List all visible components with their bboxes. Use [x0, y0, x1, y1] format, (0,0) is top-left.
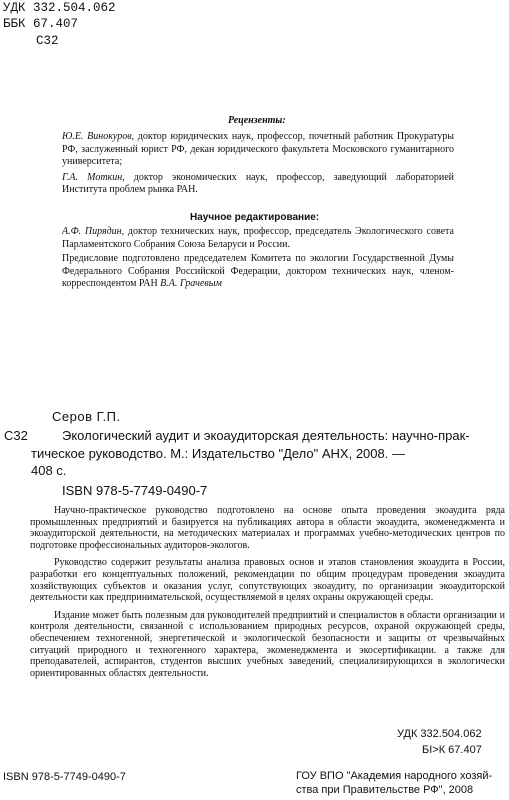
publisher-line1: ГОУ ВПО "Академия народного хозяй- [296, 770, 493, 782]
publisher-line2: ства при Правительстве РФ", 2008 [296, 784, 474, 796]
reviewer-1 [62, 131, 454, 169]
catalog-author: Серов Г.П. [52, 409, 121, 424]
reviewer-1-text: доктор юридических наук, профессор, почетный работник Прокуратуры РФ, заслуженный юрист РФ, декан юридического факультета Московского гуманитарного университета; [62, 131, 454, 167]
reviewers-block [62, 131, 454, 197]
annotation [30, 505, 505, 685]
reviewers-title: Рецензенты: [228, 115, 286, 126]
catalog-title-line1: Экологический аудит и экоаудиторская деятельность: научно-прак- [62, 428, 470, 443]
editor-1-text: доктор технических наук, профессор, председатель Экологического совета Парламентского Собрания Союза Беларуси и России. [62, 226, 454, 250]
editing-block [62, 226, 454, 291]
reviewer-1-name: Ю.Е. Винокуров, [62, 131, 135, 142]
author-code-top: С32 [36, 34, 59, 48]
preface-note [62, 253, 454, 291]
catalog-code: С32 [4, 428, 28, 443]
catalog-title-line2: тическое руководство. М.: Издательство "Дело" АНХ, 2008. — [31, 446, 405, 461]
catalog-title-line3: 408 с. [31, 463, 67, 478]
editing-title: Научное редактирование: [190, 212, 320, 223]
preface-name: В.А. Грачевым [160, 278, 222, 289]
reviewer-2 [62, 172, 454, 197]
bbk-bottom: БI>К 67.407 [422, 744, 482, 756]
editor-1 [62, 226, 454, 251]
bbk-top: ББК 67.407 [3, 17, 79, 31]
annotation-paragraph-1: Научно-практическое руководство подготовлено на основе опыта проведения экоаудита ряда промышленных предприятий и базируется на публикациях автора в области экоаудита, экоменеджмента и экоаудиторской деятельности, на методических материалах и программах учебно-методических центров по подготовке профессиональных аудиторов-экологов. [30, 505, 505, 551]
annotation-paragraph-2: Руководство содержит результаты анализа правовых основ и этапов становления экоаудита в России, разработки его концептуальных положений, рекомендации по общим процедурам проведения экоаудита хозяйствующих субъектов и оказания услуг, сопутствующих экоаудиту, по организации экоаудиторской деятельности как предпринимательской, осуществляемой в целях охраны окружающей среды. [30, 557, 505, 604]
catalog-isbn: ISBN 978-5-7749-0490-7 [62, 483, 208, 498]
editor-1-name: А.Ф. Пирядин, [62, 226, 125, 237]
udk-bottom: УДК 332.504.062 [397, 728, 482, 740]
reviewer-2-text: доктор экономических наук, профессор, заведующий лабораторией Института проблем рынка РАН. [62, 171, 455, 195]
annotation-paragraph-3: Издание может быть полезным для руководителей предприятий и специалистов в области организации и контроля деятельности, связанной с использованием природных ресурсов, охраной окружающей среды, обеспечением техногенной, энергетической и экологической безопасности и защиты от чрезвычайных ситуаций природного и техногенного характера, экоменеджмента и экосертификации. а также для преподавателей, аспирантов, студентов высших учебных заведений, специализирующихся в экологически ориентированных областях деятельности. [30, 609, 505, 679]
preface-text: Предисловие подготовлено председателем Комитета по экологии Государственной Думы Федерального Собрания Российской Федерации, доктором технических наук, членом-корреспондентом РАН [62, 253, 454, 289]
reviewer-2-name: Г.А. Моткин, [62, 171, 125, 183]
udk-top: УДК 332.504.062 [3, 1, 116, 15]
isbn-bottom: ISBN 978-5-7749-0490-7 [3, 771, 126, 783]
